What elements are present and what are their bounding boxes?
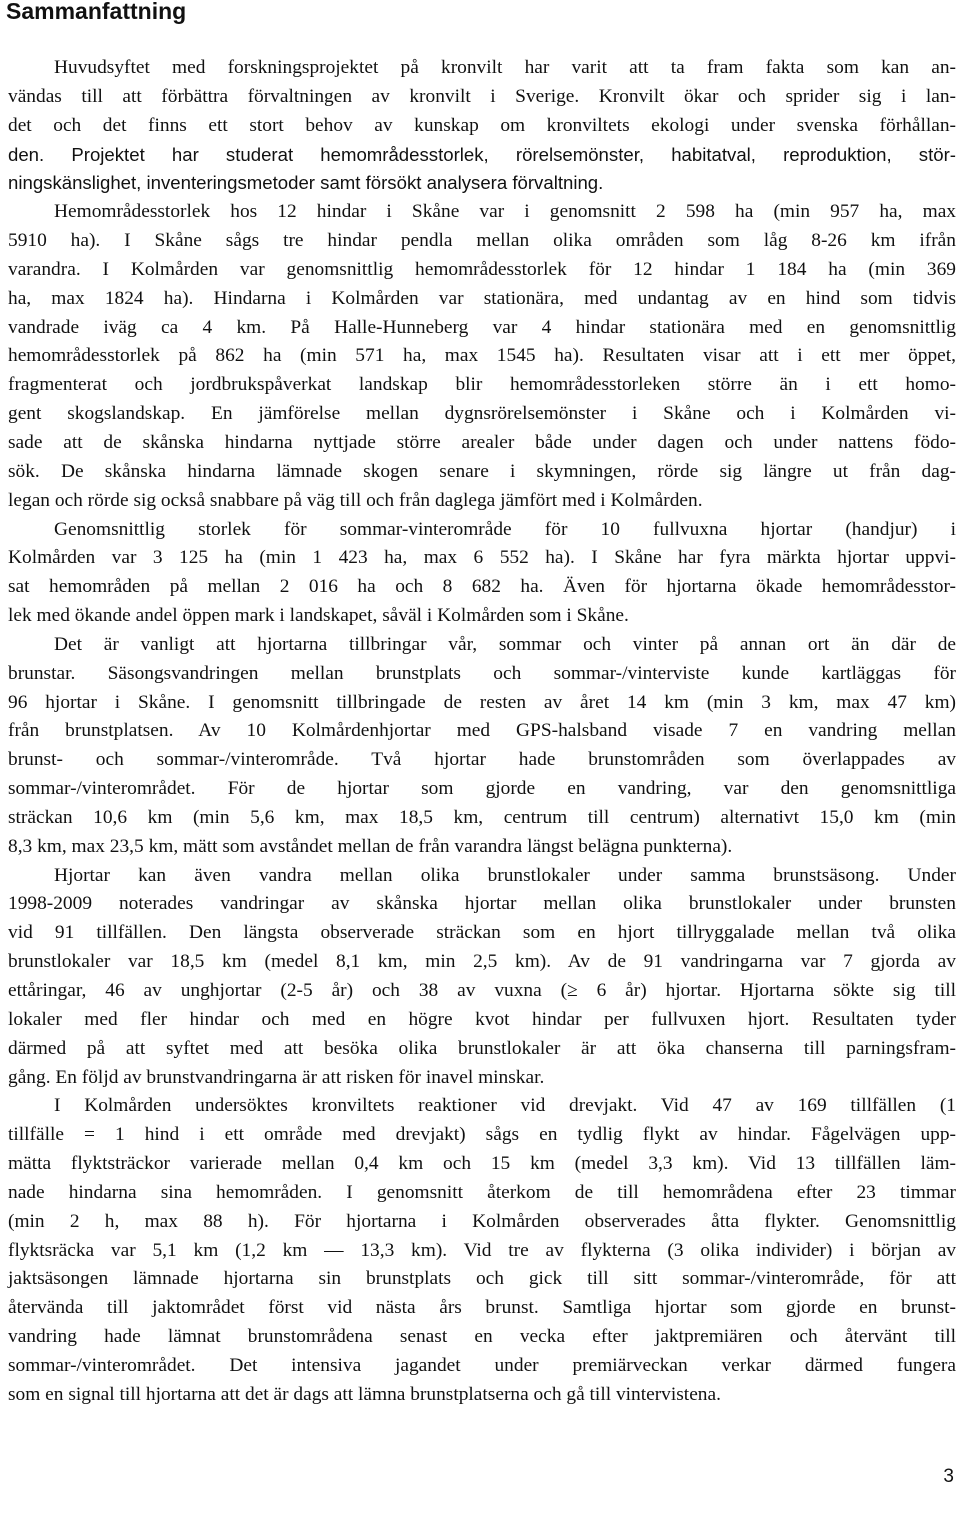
paragraph-rut-movements: [8, 862, 956, 1093]
text-line: Hemområdesstorlek hos 12 hindar i Skåne var i genomsnitt 2 598 ha (min 957 ha, max: [54, 201, 956, 223]
text-line: ningskänslighet, inventeringsmetoder samt försökt analysera förvaltning.: [8, 172, 604, 194]
text-line: som en signal till hjortarna att det är dags att lämna brunstplatserna och gå till vintervistena.: [8, 1383, 721, 1405]
text-line: (min 2 h, max 88 h). För hjortarna i Kolmården observerades åtta flykter. Genomsnittlig: [8, 1210, 956, 1232]
text-line: gent skogslandskap. En jämförelse mellan dygnsrörelsemönster i Skåne och i Kolmården vi-: [8, 403, 956, 425]
text-line: varandra. I Kolmården var genomsnittlig hemområdesstorlek för 12 hindar 1 184 ha (min 369: [8, 258, 956, 280]
text-line: brunstar. Säsongsvandringen mellan brunstplats och sommar-/vinterviste kunde kartläggas för: [8, 662, 956, 684]
paragraph-home-range-hinds: [8, 198, 956, 515]
text-line: brunstlokaler var 18,5 km (medel 8,1 km, min 2,5 km). Av de 91 vandringarna var 7 gjorda av: [8, 951, 956, 973]
summary-body: [8, 54, 956, 1410]
text-line: 8,3 km, max 23,5 km, mätt som avståndet mellan de från varandra längst belägna punkterna).: [8, 835, 733, 857]
text-line: Genomsnittlig storlek för sommar-vinterområde för 10 fullvuxna hjortar (handjur) i: [54, 518, 956, 540]
text-line: gång. En följd av brunstvandringarna är att risken för inavel minskar.: [8, 1066, 545, 1088]
text-line: det och det finns ett stort behov av kunskap om kronviltets ekologi under svenska förhållan-: [8, 114, 956, 136]
text-line: 96 hjortar i Skåne. I genomsnitt tillbringade de resten av året 14 km (min 3 km, max 47 km): [8, 691, 956, 713]
paragraph-purpose: [8, 54, 956, 198]
text-line: tillfälle = 1 hind i ett område med drevjakt) sågs en tydlig flykt av hindar. Fågelvägen upp-: [8, 1124, 956, 1146]
text-line: 1998-2009 noterades vandringar av skånska hjortar mellan olika brunstlokaler under brunsten: [8, 893, 956, 915]
text-line: lokaler med fler hindar och med en högre kvot hindar per fullvuxen hjort. Resultaten tyder: [8, 1008, 956, 1030]
text-line: vid 91 tillfällen. Den längsta observerade sträckan som en hjort tillryggalade mellan två olika: [8, 922, 956, 944]
text-line: ha, max 1824 ha). Hindarna i Kolmården var stationära, med undantag av en hind som tidvis: [8, 287, 956, 309]
text-line: Hjortar kan även vandra mellan olika brunstlokaler under samma brunstsäsong. Under: [54, 864, 956, 886]
text-line: jaktsäsongen lämnade hjortarna sin brunstplats och gick till sitt sommar-/vinterområde, för att: [8, 1268, 956, 1290]
text-line: Det är vanligt att hjortarna tillbringar vår, sommar och vinter på annan ort än där de: [54, 633, 956, 655]
text-line: återvända till jaktområdet först vid nästa års brunst. Samtliga hjortar som gjorde en brunst-: [8, 1297, 956, 1319]
text-line: Huvudsyftet med forskningsprojektet på kronvilt har varit att ta fram fakta som kan an-: [54, 57, 956, 78]
text-line: mätta flyktsträckor varierade mellan 0,4 km och 15 km (medel 3,3 km). Vid 13 tillfällen läm-: [8, 1153, 956, 1175]
text-line: brunst- och sommar-/vinterområde. Två hjortar hade brunstområden som överlappades av: [8, 749, 956, 771]
text-line: fragmenterat och jordbrukspåverkat landskap blir hemområdesstorleken större än i ett homo-: [8, 374, 956, 396]
text-line: den. Projektet har studerat hemområdesstorlek, rörelsemönster, habitatval, reproduktion, stör-: [8, 143, 956, 165]
text-line: I Kolmården undersöktes kronviltets reaktioner vid drevjakt. Vid 47 av 169 tillfällen (1: [54, 1095, 956, 1117]
text-line: sommar-/vinterområdet. Det intensiva jagandet under premiärveckan verkar därmed fungera: [8, 1354, 956, 1376]
text-line: sträckan 10,6 km (min 5,6 km, max 18,5 km, centrum till centrum) alternativt 15,0 km (min: [8, 806, 956, 828]
text-line: sade att de skånska hindarna nyttjade större arealer både under dagen och under nattens födo-: [8, 431, 956, 453]
text-line: sat hemområden på mellan 2 016 ha och 8 682 ha. Även för hjortarna ökade hemområdesstor-: [8, 576, 956, 598]
paragraph-hunting-reactions: [8, 1092, 956, 1409]
text-line: nade hindarna sina hemområden. I genomsnitt återkom de till hemområdena efter 23 timmar: [8, 1181, 956, 1203]
text-line: flyktsräcka var 5,1 km (1,2 km — 13,3 km). Vid tre av flykterna (3 olika individer) i början av: [8, 1239, 956, 1261]
text-line: lek med ökande andel öppen mark i landskapet, såväl i Kolmården som i Skåne.: [8, 605, 629, 627]
text-line: sommar-/vinterområdet. För de hjortar som gjorde en vandring, var den genomsnittliga: [8, 778, 956, 800]
paragraph-seasonal-migration: [8, 631, 956, 862]
text-line: 5910 ha). I Skåne sågs tre hindar pendla mellan olika områden som låg 8-26 km ifrån: [8, 230, 956, 252]
text-line: vandring hade lämnat brunstområdena senast en vecka efter jaktpremiären och återvänt till: [8, 1326, 956, 1348]
text-line: ettåringar, 46 av unghjortar (2-5 år) och 38 av vuxna (≥ 6 år) hjortar. Hjortarna sökte sig till: [8, 980, 956, 1001]
text-line: hemområdesstorlek på 862 ha (min 571 ha, max 1545 ha). Resultaten visar att i ett mer öppet,: [8, 345, 956, 367]
paragraph-home-range-stags: [8, 516, 956, 631]
text-line: vändas till att förbättra förvaltningen av kronvilt i Sverige. Kronvilt ökar och sprider sig i lan-: [8, 85, 956, 107]
page-number: 3: [943, 1466, 954, 1487]
text-line: Kolmården var 3 125 ha (min 1 423 ha, max 6 552 ha). I Skåne har fyra märkta hjortar uppvi-: [8, 547, 956, 569]
section-heading: Sammanfattning: [6, 0, 187, 24]
text-line: sök. De skånska hindarna lämnade skogen senare i skymningen, rörde sig längre ut från dag-: [8, 460, 956, 482]
text-line: från brunstplatsen. Av 10 Kolmårdenhjortar med GPS-halsband visade 7 en vandring mellan: [8, 720, 956, 742]
text-line: vandrade iväg ca 4 km. På Halle-Hunneberg var 4 hindar stationära med en genomsnittlig: [8, 316, 956, 338]
text-line: därmed på att syftet med att besöka olika brunstlokaler är att öka chanserna till parningsfram-: [8, 1037, 956, 1059]
text-line: legan och rörde sig också snabbare på väg till och från daglega jämfört med i Kolmården.: [8, 489, 703, 511]
